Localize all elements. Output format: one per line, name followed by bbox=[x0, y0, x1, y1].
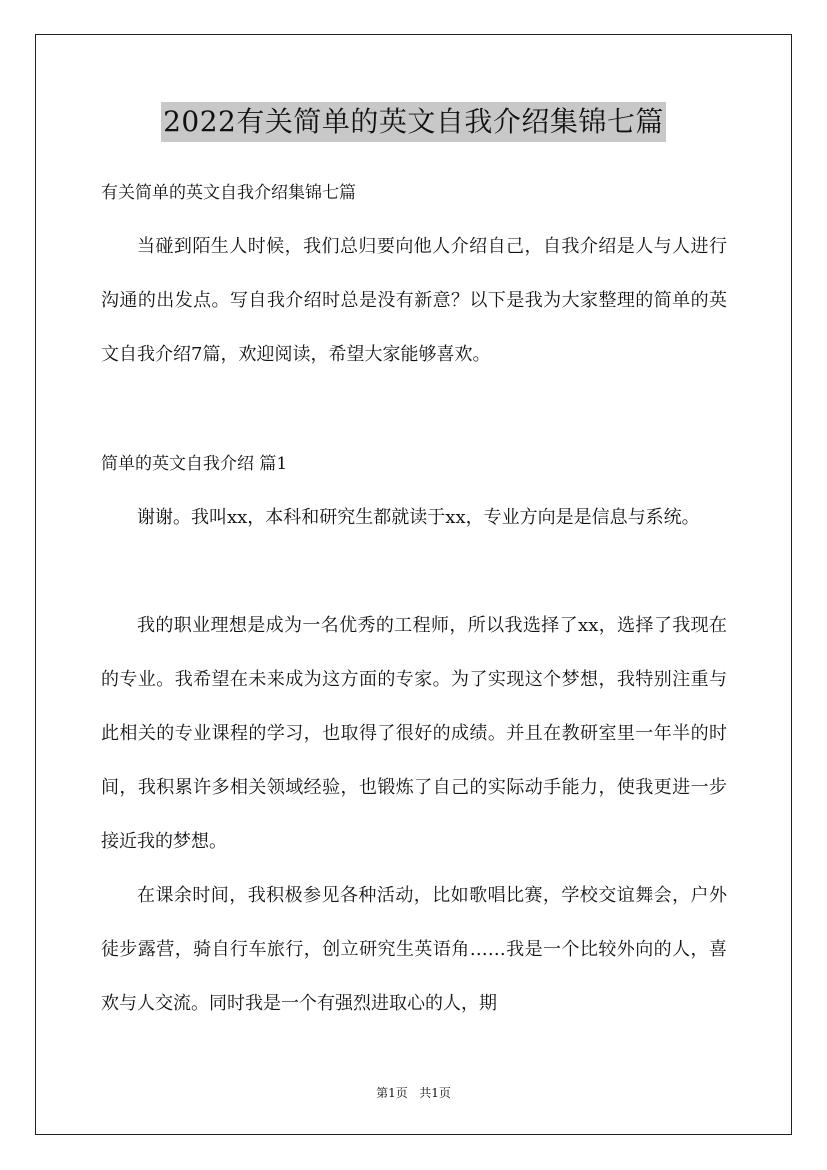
page-footer bbox=[0, 1084, 827, 1101]
title-container bbox=[0, 102, 827, 142]
body-paragraph-1: 谢谢。我叫xx，本科和研究生都就读于xx，专业方向是是信息与系统。 bbox=[137, 507, 700, 528]
document-subtitle: 有关简单的英文自我介绍集锦七篇 bbox=[101, 183, 356, 203]
total-pages: 共1页 bbox=[419, 1086, 451, 1100]
body-paragraph-3: 在课余时间，我积极参见各种活动，比如歌唱比赛，学校交谊舞会，户外徒步露营，骑自行车旅行，创立研究生英语角……我是一个比较外向的人，喜欢与人交流。同时我是一个有强烈进取心的人，期 bbox=[101, 885, 727, 1014]
intro-paragraph: 当碰到陌生人时候，我们总归要向他人介绍自己，自我介绍是人与人进行沟通的出发点。写自我介绍时总是没有新意？以下是我为大家整理的简单的英文自我介绍7篇，欢迎阅读，希望大家能够喜欢。 bbox=[101, 236, 727, 365]
section-heading: 简单的英文自我介绍 篇1 bbox=[101, 454, 288, 474]
page-number: 第1页 bbox=[376, 1086, 408, 1100]
body-paragraph-2: 我的职业理想是成为一名优秀的工程师，所以我选择了xx，选择了我现在的专业。我希望在未来成为这方面的专家。为了实现这个梦想，我特别注重与此相关的专业课程的学习，也取得了很好的成绩。并且在教研室里一年半的时间，我积累许多相关领域经验，也锻炼了自己的实际动手能力，使我更进一步接近我的梦想。 bbox=[101, 615, 727, 852]
document-title: 2022有关简单的英文自我介绍集锦七篇 bbox=[161, 102, 666, 142]
